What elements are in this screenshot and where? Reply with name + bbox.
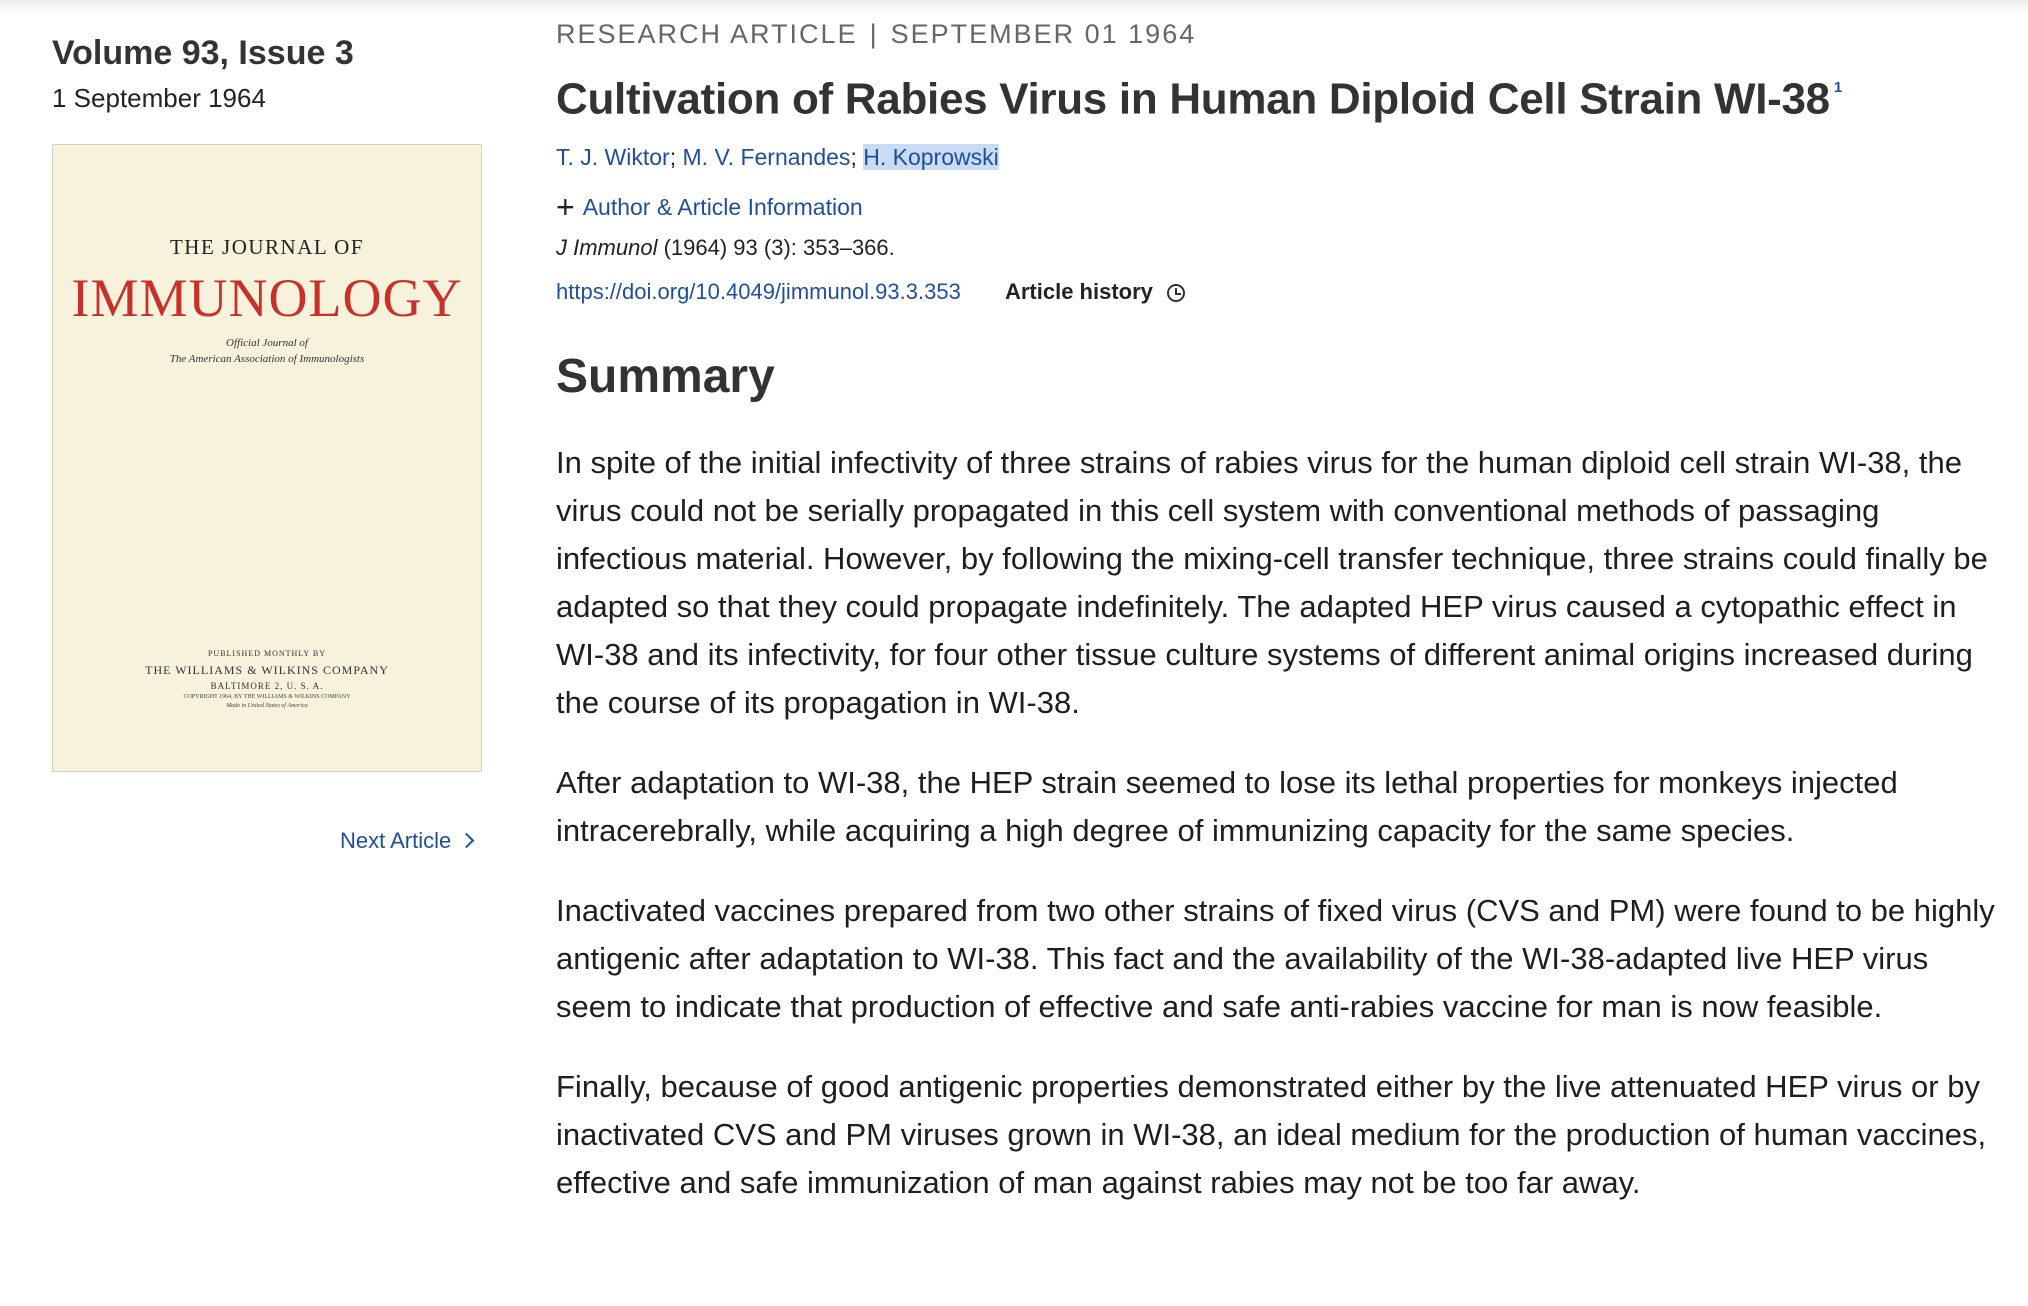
article-history-label: Article history [1004, 278, 1153, 304]
summary-paragraph: Inactivated vaccines prepared from two other strains of fixed virus (CVS and PM) were found to be highly antigenic after adaptation to WI-38. This fact and the availability of the WI-38-adapted live HEP virus seem to indicate that production of effective and safe anti-rabies vaccine for man is now feasible. [556, 892, 1995, 1024]
cover-company: THE WILLIAMS & WILKINS COMPANY [145, 663, 389, 677]
next-article-link[interactable] [340, 828, 472, 854]
chevron-right-icon [459, 833, 475, 849]
cover-title: IMMUNOLOGY [71, 268, 463, 328]
plus-icon: + [556, 188, 575, 225]
author-separator: ; [669, 143, 677, 170]
author-article-info-toggle[interactable] [556, 186, 1996, 225]
author-link[interactable]: M. V. Fernandes [682, 143, 851, 170]
summary-paragraph: Finally, because of good antigenic properties demonstrated either by the live attenuated HEP virus or by inactivated CVS and PM viruses grown in WI-38, an ideal medium for the production of human vaccines, effective and safe immunization of man against rabies may not be too far away. [556, 1068, 1987, 1200]
cover-published-line: PUBLISHED MONTHLY BY [207, 649, 326, 658]
issue-date: 1 September 1964 [52, 83, 266, 113]
author-list [556, 140, 1996, 174]
cover-copyright: COPYRIGHT 1964, BY THE WILLIAMS & WILKINS COMPANY [183, 694, 351, 700]
citation [556, 231, 1996, 265]
article-title-text: Cultivation of Rabies Virus in Human Diploid Cell Strain WI-38 [556, 74, 1830, 124]
citation-details: (1964) 93 (3): 353–366. [657, 234, 895, 260]
article-type: RESEARCH ARTICLE [556, 19, 858, 49]
article-title [556, 64, 1996, 130]
clock-icon [1167, 284, 1185, 302]
doi-link[interactable]: https://doi.org/10.4049/jimmunol.93.3.353 [556, 278, 961, 304]
journal-cover-image[interactable] [52, 144, 482, 772]
title-footnote-link[interactable]: 1 [1833, 79, 1842, 96]
article-history-button[interactable] [1005, 279, 1185, 304]
summary-paragraph: After adaptation to WI-38, the HEP strain seemed to lose its lethal properties for monkeys injected intracerebrally, while acquiring a high degree of immunizing capacity for the same species. [556, 764, 1898, 848]
author-info-label: Author & Article Information [582, 193, 863, 220]
author-link[interactable]: T. J. Wiktor [556, 143, 670, 170]
citation-journal: J Immunol [556, 234, 658, 260]
summary-paragraph: In spite of the initial infectivity of three strains of rabies virus for the human diploid cell strain WI-38, the virus could not be serially propagated in this cell system with conventional methods of passaging infectious material. However, by following the mixing-cell transfer technique, three strains could finally be adapted so that they could propagate indefinitely. The adapted HEP virus caused a cytopathic effect in WI-38 and its infectivity, for four other tissue culture systems of different animal origins increased during the course of its propagation in WI-38. [556, 444, 1988, 720]
cover-official-line: Official Journal of [226, 337, 308, 349]
volume-issue-link[interactable]: Volume 93, Issue 3 [52, 34, 354, 72]
article-main [556, 14, 1996, 1207]
cover-top-line: THE JOURNAL OF [169, 235, 365, 259]
cover-association-line: The American Association of Immunologists [169, 353, 365, 365]
article-date: SEPTEMBER 01 1964 [890, 19, 1197, 49]
kicker-separator: | [869, 19, 879, 49]
next-article-label: Next Article [340, 828, 452, 853]
cover-made-in: Made in United States of America [226, 703, 308, 709]
summary-heading: Summary [556, 349, 775, 403]
author-link-selected[interactable]: H. Koprowski [863, 143, 999, 170]
article-kicker [556, 14, 1996, 54]
author-separator: ; [850, 143, 857, 170]
doi-history-row [556, 275, 1996, 309]
top-shadow [0, 0, 2028, 14]
issue-sidebar [52, 24, 484, 772]
cover-city: BALTIMORE 2, U. S. A. [210, 681, 324, 691]
